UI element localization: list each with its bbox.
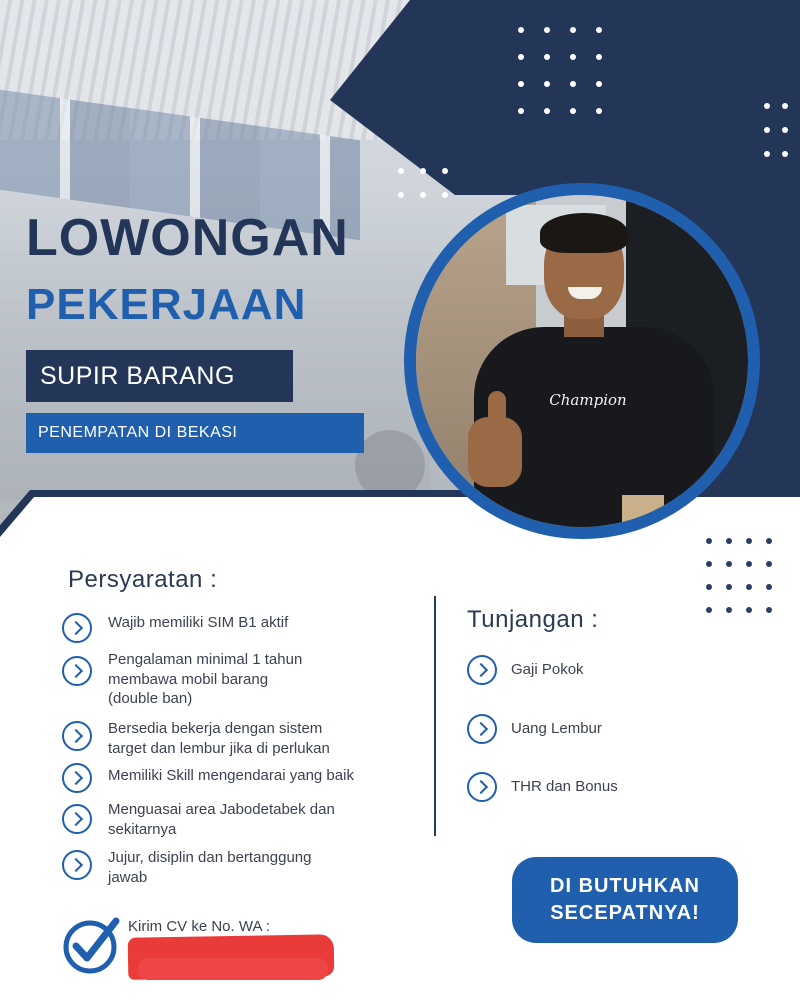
requirement-item: Pengalaman minimal 1 tahun membawa mobil barang (double ban) bbox=[108, 651, 303, 707]
requirement-item: Memiliki Skill mengendarai yang baik bbox=[108, 767, 354, 784]
shirt-logo: Champion bbox=[549, 391, 627, 409]
requirement-item: Menguasai area Jabodetabek dan sekitarnya bbox=[108, 801, 335, 838]
requirement-item: Jujur, disiplin dan bertanggung jawab bbox=[108, 849, 312, 886]
chevron-circle-icon bbox=[467, 655, 497, 685]
requirement-item: Wajib memiliki SIM B1 aktif bbox=[108, 614, 289, 631]
chevron-circle-icon bbox=[62, 613, 92, 643]
contact-label: Kirim CV ke No. WA : bbox=[128, 918, 270, 935]
chevron-circle-icon bbox=[467, 772, 497, 802]
requirement-item: Bersedia bekerja dengan sistem target dan lembur jika di perlukan bbox=[108, 720, 330, 757]
chevron-circle-icon bbox=[62, 656, 92, 686]
driver-portrait bbox=[404, 183, 760, 539]
dot-grid-lower-right bbox=[706, 538, 786, 613]
dot-grid-top bbox=[518, 27, 622, 114]
benefits-title: Tunjangan : bbox=[467, 606, 599, 633]
cta-line-1: DI BUTUHKAN bbox=[550, 875, 700, 897]
dot-grid-right bbox=[764, 103, 800, 157]
headline-lowongan: LOWONGAN bbox=[26, 209, 349, 267]
urgent-hiring-badge bbox=[512, 857, 738, 943]
chevron-circle-icon bbox=[62, 763, 92, 793]
chevron-circle-icon bbox=[62, 804, 92, 834]
chevron-circle-icon bbox=[62, 721, 92, 751]
headline-pekerjaan: PEKERJAAN bbox=[26, 280, 307, 329]
job-role-box: SUPIR BARANG bbox=[26, 350, 293, 402]
thumbs-up-hand bbox=[468, 417, 522, 487]
check-badge-icon bbox=[60, 913, 122, 975]
cta-line-2: SECEPATNYA! bbox=[550, 902, 700, 924]
chevron-circle-icon bbox=[467, 714, 497, 744]
chevron-circle-icon bbox=[62, 850, 92, 880]
placement-box: PENEMPATAN DI BEKASI bbox=[26, 413, 364, 453]
benefit-item: THR dan Bonus bbox=[511, 778, 618, 795]
benefit-item: Uang Lembur bbox=[511, 720, 602, 737]
benefit-item: Gaji Pokok bbox=[511, 661, 584, 678]
column-divider bbox=[434, 596, 436, 836]
dot-grid-mid bbox=[398, 168, 464, 198]
requirements-title: Persyaratan : bbox=[68, 566, 218, 593]
